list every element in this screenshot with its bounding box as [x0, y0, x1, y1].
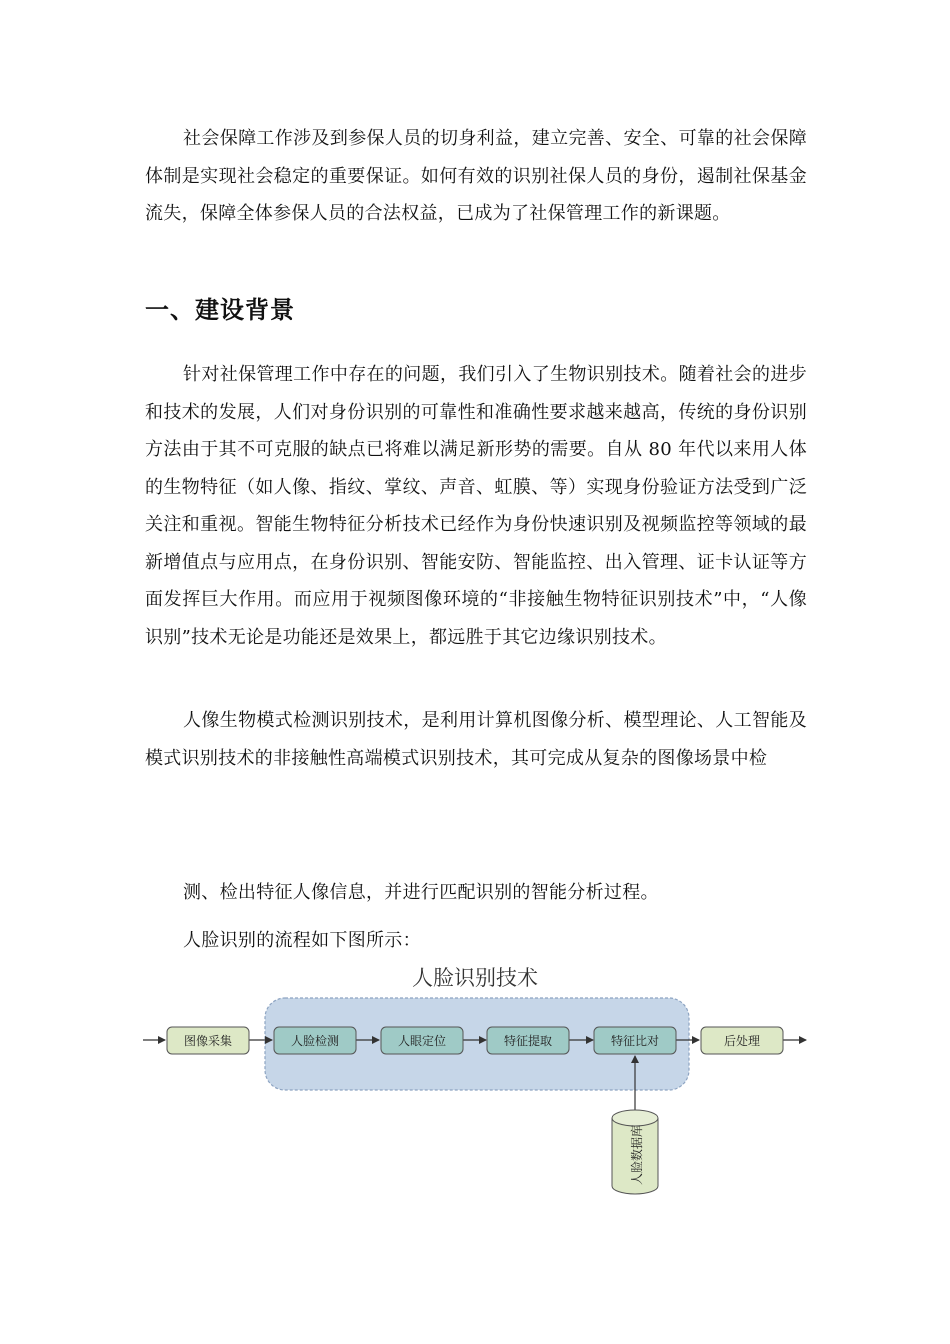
- intro-paragraph: 社会保障工作涉及到参保人员的切身利益，建立完善、安全、可靠的社会保障体制是实现社会稳定的重要保证。如何有效的识别社保人员的身份，遏制社保基金流失，保障全体参保人员的合法权益，已成为了社保管理工作的新课题。: [145, 128, 807, 224]
- diagram-title: 人脸识别技术: [412, 966, 538, 990]
- step-label-detect: 人脸检测: [290, 1034, 340, 1048]
- face-recognition-flow-diagram: [0, 990, 950, 1200]
- section-heading: 一、建设背景: [145, 296, 295, 324]
- database-label: 人脸数据库: [630, 1124, 644, 1186]
- step-label-post-process: 后处理: [723, 1034, 761, 1048]
- background-paragraph-2-continued: 测、检出特征人像信息，并进行匹配识别的智能分析过程。: [183, 882, 659, 903]
- step-label-feature-extract: 特征提取: [503, 1034, 553, 1048]
- step-label-feature-compare: 特征比对: [610, 1034, 660, 1048]
- background-paragraph-2: 人像生物模式检测识别技术，是利用计算机图像分析、模型理论、人工智能及模式识别技术的非接触性高端模式识别技术，其可完成从复杂的图像场景中检: [145, 710, 807, 769]
- step-label-capture: 图像采集: [183, 1034, 233, 1048]
- flow-intro-text: 人脸识别的流程如下图所示：: [183, 930, 421, 951]
- background-paragraph-1: 针对社保管理工作中存在的问题，我们引入了生物识别技术。随着社会的进步和技术的发展，人们对身份识别的可靠性和准确性要求越来越高，传统的身份识别方法由于其不可克服的缺点已将难以满足新形势的需要。自从 80 年代以来用人体的生物特征（如人像、指纹、掌纹、声音、虹膜、等）实现身份验证方法受到广泛关注和重视。智能生物特征分析技术已经作为身份快速识别及视频监控等领域的最新增值点与应用点，在身份识别、智能安防、智能监控、出入管理、证卡认证等方面发挥巨大作用。而应用于视频图像环境的“非接触生物特征识别技术”中，“人像识别”技术无论是功能还是效果上，都远胜于其它边缘识别技术。: [145, 364, 807, 648]
- step-label-eye-locate: 人眼定位: [397, 1034, 447, 1048]
